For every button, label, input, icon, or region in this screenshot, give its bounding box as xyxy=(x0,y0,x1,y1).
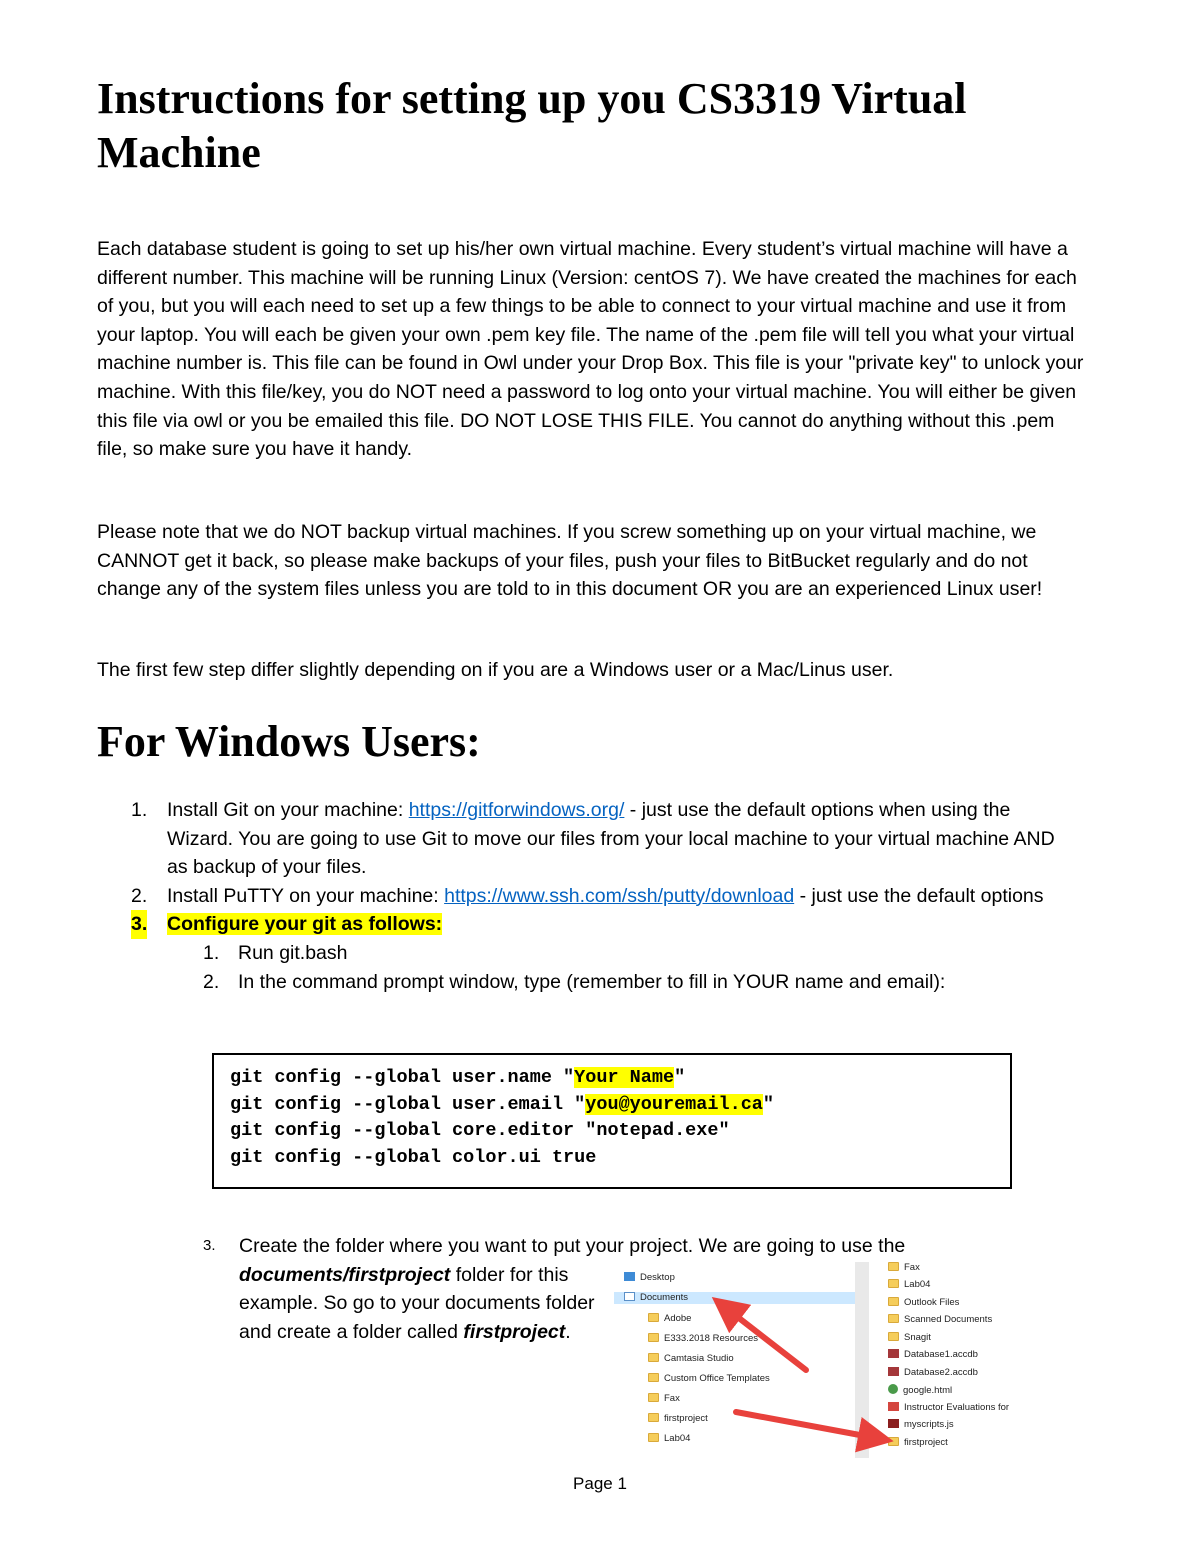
list-item xyxy=(97,968,1077,997)
code-line: git config --global color.ui true xyxy=(230,1146,597,1168)
explorer-item: myscripts.js xyxy=(888,1419,954,1431)
substep-number: 2. xyxy=(203,970,220,993)
explorer-item: Adobe xyxy=(648,1313,691,1325)
step-text-continued: documents/firstproject folder for this example. So go to your documents folder and create a folder called firstproject. xyxy=(239,1263,595,1343)
annotation-arrows xyxy=(614,1262,1026,1458)
step-text: Install PuTTY on your machine: xyxy=(167,884,445,907)
explorer-item: Lab04 xyxy=(648,1433,690,1445)
steps-list xyxy=(97,796,1077,996)
explorer-item: Instructor Evaluations for xyxy=(888,1402,1009,1414)
step-number: 2. xyxy=(131,884,148,907)
page-title: Instructions for setting up you CS3319 Virtual Machine xyxy=(97,74,967,177)
step-text: Install Git on your machine: xyxy=(167,799,409,821)
email-placeholder: you@youremail.ca xyxy=(585,1093,763,1115)
step-text: - just use the default options when using the Wizard. You are going to use Git to move our files from your local machine to your virtual machine AND as backup of your files. xyxy=(167,799,1055,879)
explorer-item: google.html xyxy=(888,1384,952,1397)
step-number: 1. xyxy=(131,799,148,821)
substep-text: Run git.bash xyxy=(238,941,348,964)
explorer-item: Snagit xyxy=(888,1332,931,1344)
explorer-item-documents: Documents xyxy=(614,1292,855,1304)
step-text: Configure your git as follows: xyxy=(167,913,443,936)
list-item xyxy=(97,796,1077,882)
explorer-item: Custom Office Templates xyxy=(648,1373,770,1385)
arrow-to-firstproject xyxy=(736,1412,876,1438)
step-text: - just use the default options xyxy=(794,884,1044,907)
backup-paragraph: Please note that we do NOT backup virtual machines. If you screw something up on your virtual machine, we CANNOT get it back, so please make backups of your files, push your files to BitBucket regularly and do not change any of the system files unless you are told to in this document OR you are an experienced Linux user! xyxy=(97,521,1043,601)
code-line: git config --global user.name "Your Name" xyxy=(230,1067,686,1088)
windows-heading: For Windows Users: xyxy=(97,717,481,766)
substep-text: In the command prompt window, type (remember to fill in YOUR name and email): xyxy=(238,970,946,993)
code-block xyxy=(212,1053,1012,1189)
file-explorer-screenshot xyxy=(614,1262,1026,1458)
gitforwindows-link[interactable]: https://gitforwindows.org/ xyxy=(408,799,625,821)
explorer-item: Outlook Files xyxy=(888,1297,959,1309)
step-number: 3. xyxy=(131,910,147,939)
list-item xyxy=(97,939,1077,968)
explorer-item: Fax xyxy=(648,1393,680,1405)
step-number: 3. xyxy=(203,1237,216,1254)
name-placeholder: Your Name xyxy=(574,1067,675,1088)
intro-paragraph: Each database student is going to set up his/her own virtual machine. Every student’s virtual machine will have a different number. This machine will be running Linux (Version: centOS 7). We have created the machines for each of you, but you will each need to set up a few things to be able to connect to your virtual machine and use it from your laptop. You will each be given your own .pem key file. The name of the .pem file will tell you what your virtual machine number is. This file can be found in Owl under your Drop Box. This file is your "private key" to unlock your machine. With this file/key, you do NOT need a password to log onto your virtual machine. You will either be given this file via owl or you be emailed this file. DO NOT LOSE THIS FILE. You cannot do anything without this .pem file, so make sure you have it handy. xyxy=(97,238,1084,461)
explorer-item: E333.2018 Resources xyxy=(648,1333,758,1345)
diff-paragraph: The first few step differ slightly depending on if you are a Windows user or a Mac/Linus user. xyxy=(97,659,894,681)
explorer-item: Scanned Documents xyxy=(888,1314,992,1326)
list-item xyxy=(97,910,1077,939)
explorer-item: firstproject xyxy=(888,1437,948,1449)
page-number: Page 1 xyxy=(573,1474,627,1493)
explorer-item: Fax xyxy=(888,1262,920,1274)
explorer-item: Database1.accdb xyxy=(888,1349,978,1361)
explorer-item: Lab04 xyxy=(888,1279,930,1291)
explorer-item-desktop: Desktop xyxy=(624,1272,675,1284)
arrow-to-documents xyxy=(726,1308,806,1370)
list-item xyxy=(97,882,1077,911)
folder-name-emphasis: firstproject xyxy=(463,1320,566,1343)
explorer-item: Database2.accdb xyxy=(888,1367,978,1379)
explorer-item: firstproject xyxy=(648,1413,708,1425)
path-emphasis: documents/firstproject xyxy=(239,1263,451,1286)
code-line: git config --global user.email "you@youremail.ca" xyxy=(230,1093,775,1115)
code-line: git config --global core.editor "notepad.exe" xyxy=(230,1120,730,1141)
putty-download-link[interactable]: https://www.ssh.com/ssh/putty/download xyxy=(444,884,795,907)
substep-number: 1. xyxy=(203,941,220,964)
step-text: Create the folder where you want to put your project. We are going to use the xyxy=(239,1235,906,1257)
explorer-item: Camtasia Studio xyxy=(648,1353,734,1365)
